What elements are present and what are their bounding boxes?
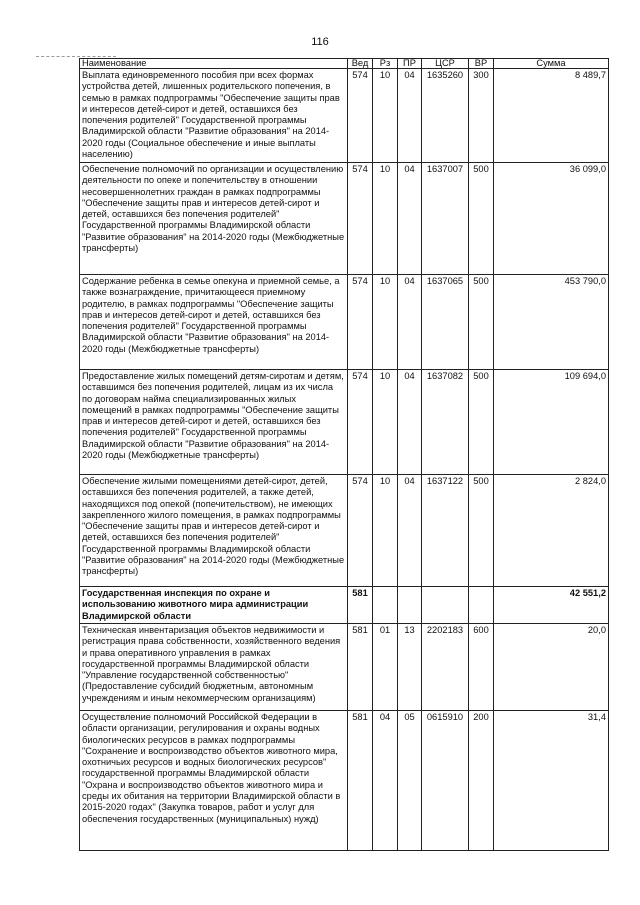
row-pr: 04 xyxy=(398,275,422,370)
row-sum: 453 790,0 xyxy=(494,275,609,370)
header-name: Наименование xyxy=(80,59,348,69)
row-ved: 581 xyxy=(348,624,373,711)
row-vr: 300 xyxy=(469,69,494,163)
row-vr: 500 xyxy=(469,475,494,587)
row-sum: 2 824,0 xyxy=(494,475,609,587)
header-ved: Вед xyxy=(348,59,373,69)
header-csr: ЦСР xyxy=(422,59,469,69)
row-name: Предоставление жилых помещений детям-сиротам и детям, оставшимся без попечения родителей, лицам из их числа по договорам найма специализированных жилых помещений в рамках подпрограммы "Обеспечение защиты прав и интересов детей-сирот и детей, оставшихся без попечения родителей" Государственной программы Владимирской области "Развитие образования" на 2014-2020 годы (Межбюджетные трансферты) xyxy=(80,370,348,475)
row-rz: 10 xyxy=(373,69,398,163)
row-name: Содержание ребенка в семье опекуна и приемной семье, а также вознаграждение, причитающееся приемному родителю, в рамках подпрограммы "Обеспечение защиты прав и интересов детей-сирот и детей, оставшихся без попечения родителей" Государственной программы Владимирской области "Развитие образования" на 2014-2020 годы (Межбюджетные трансферты) xyxy=(80,275,348,370)
row-sum: 42 551,2 xyxy=(494,587,609,624)
row-sum: 31,4 xyxy=(494,711,609,851)
row-name: Выплата единовременного пособия при всех формах устройства детей, лишенных родительского попечения, в семью в рамках подпрограммы "Обеспечение защиты прав и интересов детей-сирот и детей, оставшихся без попечения родителей" Государственной программы Владимирской области "Развитие образования" на 2014-2020 годы (Социальное обеспечение и иные выплаты населению) xyxy=(80,69,348,163)
table-row xyxy=(80,163,609,275)
row-csr: 0615910 xyxy=(422,711,469,851)
row-ved: 581 xyxy=(348,711,373,851)
row-sum: 36 099,0 xyxy=(494,163,609,275)
header-vr: ВР xyxy=(469,59,494,69)
row-name: Техническая инвентаризация объектов недвижимости и регистрация права собственности, хозяйственного ведения и права оперативного управления в рамках государственной программы Владимирской области "Управление государственной собственностью" (Предоставление субсидий бюджетным, автономным учреждениям и иным некоммерческим организациям) xyxy=(80,624,348,711)
row-ved: 574 xyxy=(348,275,373,370)
row-ved: 581 xyxy=(348,587,373,624)
row-rz: 10 xyxy=(373,370,398,475)
row-ved: 574 xyxy=(348,370,373,475)
row-pr: 05 xyxy=(398,711,422,851)
row-name: Обеспечение полномочий по организации и осуществлению деятельности по опеке и попечительству в отношении несовершеннолетних граждан в рамках подпрограммы "Обеспечение защиты прав и интересов детей-сирот и детей, оставшихся без попечения родителей" Государственной программы Владимирской области "Развитие образования" на 2014-2020 годы (Межбюджетные трансферты) xyxy=(80,163,348,275)
table-row xyxy=(80,370,609,475)
row-csr: 1637082 xyxy=(422,370,469,475)
row-pr: 04 xyxy=(398,370,422,475)
row-pr: 04 xyxy=(398,69,422,163)
table-row xyxy=(80,711,609,851)
row-name: Обеспечение жилыми помещениями детей-сирот, детей, оставшихся без попечения родителей, а также детей, находящихся под опекой (попечительством), не имеющих закрепленного жилого помещения, в рамках подпрограммы "Обеспечение защиты прав и интересов детей-сирот и детей, оставшихся без попечения родителей" Государственной программы Владимирской области "Развитие образования" на 2014-2020 годы (Межбюджетные трансферты) xyxy=(80,475,348,587)
budget-table xyxy=(79,58,609,851)
row-vr xyxy=(469,587,494,624)
row-sum: 109 694,0 xyxy=(494,370,609,475)
row-sum: 20,0 xyxy=(494,624,609,711)
row-rz: 10 xyxy=(373,475,398,587)
row-csr xyxy=(422,587,469,624)
table-header-row xyxy=(80,59,609,69)
row-vr: 500 xyxy=(469,275,494,370)
header-pr: ПР xyxy=(398,59,422,69)
row-sum: 8 489,7 xyxy=(494,69,609,163)
row-rz: 01 xyxy=(373,624,398,711)
row-rz: 04 xyxy=(373,711,398,851)
row-rz xyxy=(373,587,398,624)
table-row xyxy=(80,624,609,711)
page-number: 116 xyxy=(311,36,329,48)
row-vr: 500 xyxy=(469,163,494,275)
header-rz: Рз xyxy=(373,59,398,69)
row-pr xyxy=(398,587,422,624)
row-csr: 1637065 xyxy=(422,275,469,370)
row-vr: 600 xyxy=(469,624,494,711)
row-csr: 2202183 xyxy=(422,624,469,711)
table-row xyxy=(80,69,609,163)
row-pr: 04 xyxy=(398,475,422,587)
row-ved: 574 xyxy=(348,163,373,275)
row-rz: 10 xyxy=(373,163,398,275)
row-csr: 1637122 xyxy=(422,475,469,587)
row-csr: 1635260 xyxy=(422,69,469,163)
row-rz: 10 xyxy=(373,275,398,370)
row-name: Осуществление полномочий Российской Федерации в области организации, регулирования и охраны водных биологических ресурсов в рамках подпрограммы "Сохранение и воспроизводство объектов животного мира, охотничьих ресурсов и водных биологических ресурсов" государственной программы Владимирской области "Охрана и воспроизводство объектов животного мира и среды их обитания на территории Владимирской области в 2015-2020 годах" (Закупка товаров, работ и услуг для обеспечения государственных (муниципальных) нужд) xyxy=(80,711,348,851)
row-pr: 04 xyxy=(398,163,422,275)
table-row-section xyxy=(80,587,609,624)
table-row xyxy=(80,475,609,587)
row-vr: 500 xyxy=(469,370,494,475)
row-vr: 200 xyxy=(469,711,494,851)
table-row xyxy=(80,275,609,370)
row-csr: 1637007 xyxy=(422,163,469,275)
row-ved: 574 xyxy=(348,69,373,163)
row-pr: 13 xyxy=(398,624,422,711)
row-ved: 574 xyxy=(348,475,373,587)
header-sum: Сумма xyxy=(494,59,609,69)
row-name: Государственная инспекция по охране и использованию животного мира администрации Владимирской области xyxy=(80,587,348,624)
